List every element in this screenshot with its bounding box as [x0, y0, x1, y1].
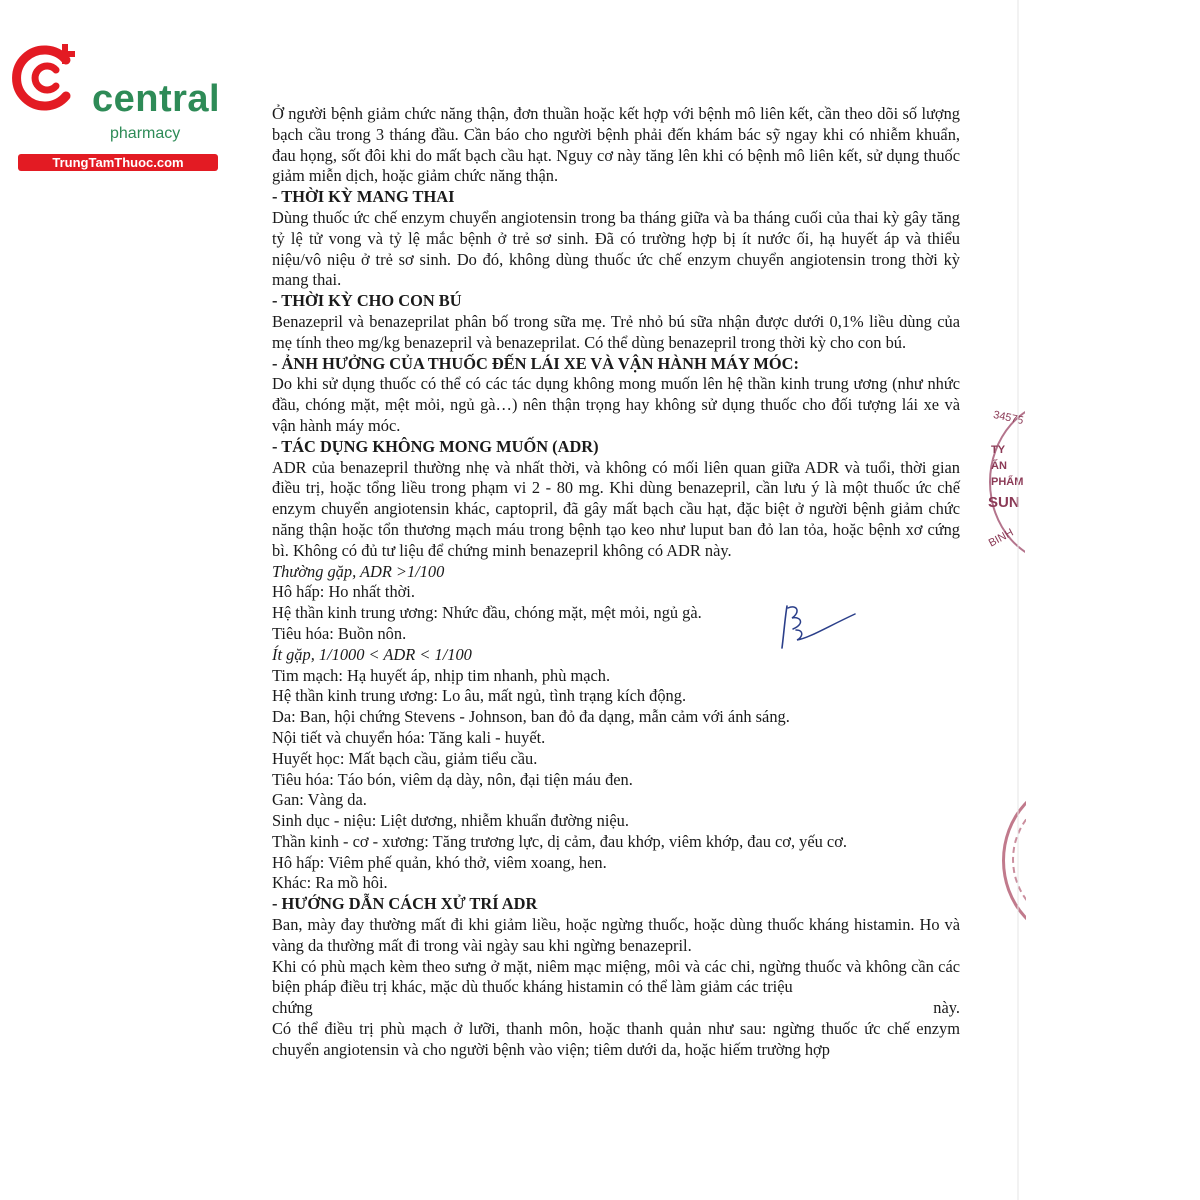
- list-item: Thần kinh - cơ - xương: Tăng trương lực, dị cảm, đau khớp, viêm khớp, đau cơ, yếu cơ.: [272, 831, 847, 851]
- signature-icon: [775, 596, 859, 654]
- paragraph-management-3: Có thể điều trị phù mạch ở lưỡi, thanh môn, hoặc thanh quản như sau: ngừng thuốc ức chế enzym chuyển angiotensin và cho người bệnh vào viện; tiêm dưới da, hoặc hiếm trường hợp: [272, 1019, 960, 1059]
- logo-brand: central: [92, 78, 221, 120]
- paragraph-driving: Do khi sử dụng thuốc có thể có các tác dụng không mong muốn lên hệ thần kinh trung ương (như nhức đầu, chóng mặt, mệt mỏi, ngủ gà…) nên thận trọng hay không sử dụng thuốc cho đối tượng lái xe và vận hành máy móc.: [272, 374, 960, 435]
- paragraph-pregnancy: Dùng thuốc ức chế enzym chuyển angiotensin trong ba tháng giữa và ba tháng cuối của thai kỳ gây tăng tỷ lệ tử vong và tỷ lệ mắc bệnh ở trẻ sơ sinh. Đã có trường hợp bị ít nước ối, hạ huyết áp và thiểu niệu/vô niệu ở trẻ sơ sinh. Do đó, không dùng thuốc ức chế enzym chuyển angiotensin trong thời kỳ mang thai.: [272, 207, 960, 290]
- heading-driving: - ẢNH HƯỞNG CỦA THUỐC ĐẾN LÁI XE VÀ VẬN HÀNH MÁY MÓC:: [272, 353, 799, 373]
- stamp-text: ẤN: [991, 460, 1007, 472]
- stamp-text: PHẨM: [991, 476, 1024, 488]
- list-item: Hệ thần kinh trung ương: Nhức đầu, chóng mặt, mệt mỏi, ngủ gà.: [272, 603, 702, 623]
- list-item: Khác: Ra mồ hôi.: [272, 873, 388, 893]
- list-item: Nội tiết và chuyển hóa: Tăng kali - huyết.: [272, 727, 546, 747]
- heading-adr: - TÁC DỤNG KHÔNG MONG MUỐN (ADR): [272, 436, 599, 456]
- list-item: Hô hấp: Ho nhất thời.: [272, 582, 415, 602]
- paragraph-adr: ADR của benazepril thường nhẹ và nhất thời, và không có mối liên quan giữa ADR và tuổi, thời gian điều trị, hoặc tổng liều trong phạm vi 2 - 80 mg. Khi dùng benazepril, cần lưu ý là một thuốc ức chế enzym chuyển angiotensin khác, captopril, đã gây mất bạch cầu hạt, đặc biệt ở người bệnh giảm chức năng thận hoặc tổn thương mạch máu trong bệnh tạo keo như luput ban đỏ lan tỏa, hoặc bệnh xơ cứng bì. Không có đủ tư liệu để chứng minh benazepril không có ADR này.: [272, 457, 960, 560]
- central-pharmacy-logo[interactable]: [8, 36, 223, 170]
- heading-management: - HƯỚNG DẪN CÁCH XỬ TRÍ ADR: [272, 894, 538, 914]
- paragraph-lactation: Benazepril và benazeprilat phân bố trong sữa mẹ. Trẻ nhỏ bú sữa nhận được dưới 0,1% liều dùng của mẹ tính theo mg/kg benazepril và benazeprilat. Có thể dùng benazepril trong thời kỳ cho con bú.: [272, 311, 960, 352]
- paragraph-leukocyte: Ở người bệnh giảm chức năng thận, đơn thuần hoặc kết hợp với bệnh mô liên kết, cần theo dõi số lượng bạch cầu trong 3 tháng đầu. Cần báo cho người bệnh phải đến khám bác sỹ ngay khi có nhiễm khuẩn, đau họng, sốt đôi khi do mất bạch cầu hạt. Nguy cơ này tăng lên khi có bệnh mô liên kết, sử dụng thuốc giảm miễn dịch, hoặc giảm chức năng thận.: [272, 104, 960, 186]
- paragraph-management-2: Khi có phù mạch kèm theo sưng ở mặt, niêm mạc miệng, môi và các chi, ngừng thuốc và không cần các biện pháp điều trị khác, mặc dù thuốc kháng histamin có thể làm giảm các triệu: [272, 956, 960, 997]
- stamp-text: TY: [991, 444, 1006, 456]
- list-item: Tiêu hóa: Táo bón, viêm dạ dày, nôn, đại tiện máu đen.: [272, 769, 633, 789]
- document-body: [272, 104, 960, 1061]
- line-end-right: này.: [933, 998, 960, 1018]
- pharmacy-c-cross-icon: [8, 38, 88, 118]
- list-item: Gan: Vàng da.: [272, 790, 367, 810]
- list-item: Sinh dục - niệu: Liệt dương, nhiễm khuẩn đường niệu.: [272, 811, 629, 831]
- heading-lactation: - THỜI KỲ CHO CON BÚ: [272, 291, 462, 311]
- stamp-text: BINH: [986, 526, 1016, 550]
- paragraph-management-2-end: [272, 998, 960, 1019]
- scan-edge-line: [1012, 0, 1024, 1200]
- common-adr-title: Thường gặp, ADR >1/100: [272, 561, 445, 581]
- list-item: Hệ thần kinh trung ương: Lo âu, mất ngủ, tình trạng kích động.: [272, 686, 687, 706]
- logo-subtitle: pharmacy: [110, 125, 181, 142]
- logo-url[interactable]: TrungTamThuoc.com: [18, 154, 218, 171]
- heading-pregnancy: - THỜI KỲ MANG THAI: [272, 187, 455, 207]
- list-item: Huyết học: Mất bạch cầu, giảm tiểu cầu.: [272, 748, 538, 768]
- list-item: Da: Ban, hội chứng Stevens - Johnson, ban đỏ đa dạng, mẫn cảm với ánh sáng.: [272, 707, 790, 727]
- list-item: Tiêu hóa: Buồn nôn.: [272, 623, 407, 643]
- stamp-number: 34575: [992, 408, 1025, 428]
- uncommon-adr-title: Ít gặp, 1/1000 < ADR < 1/100: [272, 644, 472, 664]
- list-item: Tim mạch: Hạ huyết áp, nhịp tim nhanh, phù mạch.: [272, 665, 611, 685]
- paragraph-management-1: Ban, mày đay thường mất đi khi giảm liều, hoặc ngừng thuốc, hoặc dùng thuốc kháng histamin. Ho và vàng da thường mất đi trong vài ngày sau khi ngừng benazepril.: [272, 915, 960, 955]
- stamp-text: SUN: [988, 494, 1020, 511]
- list-item: Hô hấp: Viêm phế quản, khó thở, viêm xoang, hen.: [272, 852, 607, 872]
- line-end-left: chứng: [272, 998, 313, 1018]
